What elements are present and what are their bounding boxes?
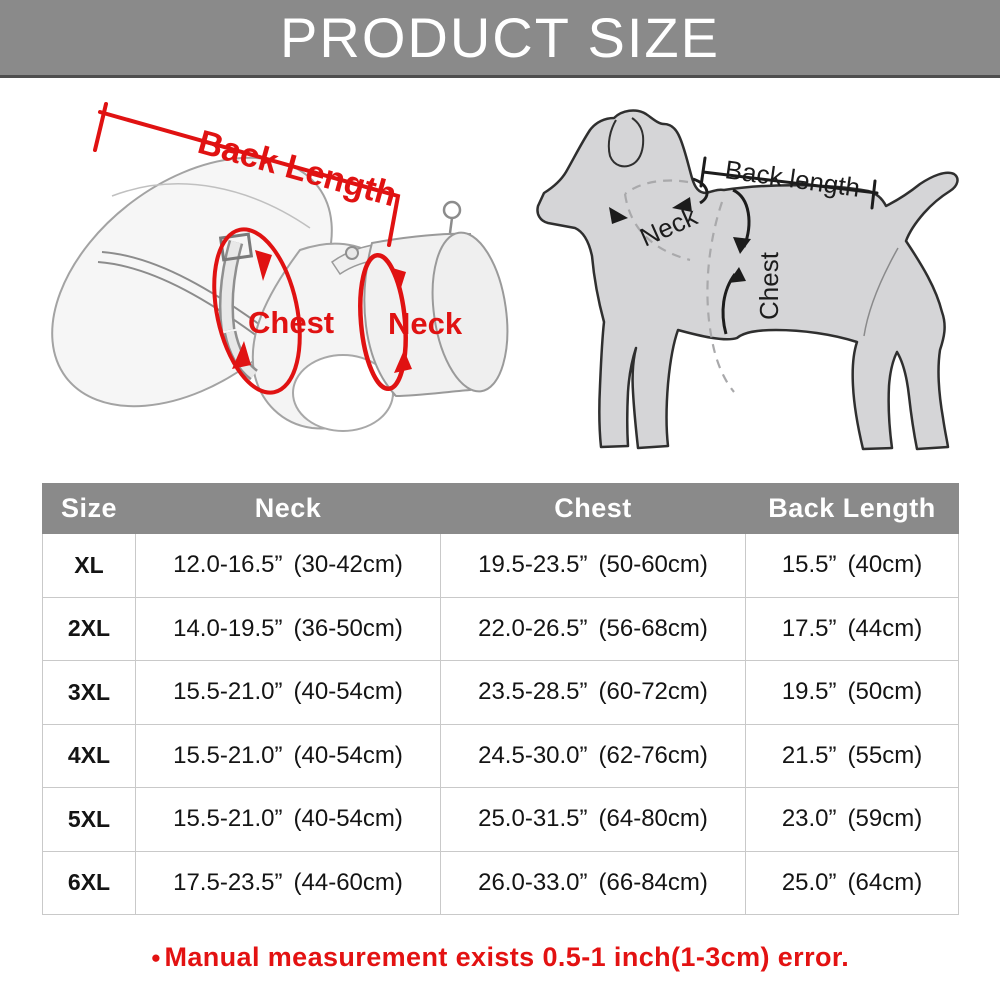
measurement-diagrams <box>0 0 1000 483</box>
chest-cell: 26.0-33.0” (66-84cm) <box>441 851 746 915</box>
back-length-cell: 21.5” (55cm) <box>746 724 959 788</box>
neck-cell: 15.5-21.0” (40-54cm) <box>136 724 441 788</box>
size-cell: 5XL <box>43 788 136 852</box>
col-header-chest: Chest <box>441 484 746 534</box>
back-length-cell: 25.0” (64cm) <box>746 851 959 915</box>
jacket-neck-label: Neck <box>388 306 463 341</box>
chest-cell: 24.5-30.0” (62-76cm) <box>441 724 746 788</box>
page-title: PRODUCT SIZE <box>280 5 720 69</box>
neck-cell: 17.5-23.5” (44-60cm) <box>136 851 441 915</box>
bullet-icon: ● <box>150 948 162 967</box>
measurement-error-note <box>0 942 1000 973</box>
size-table-header-row <box>43 484 959 534</box>
size-cell: 4XL <box>43 724 136 788</box>
jacket-back-length-label: Back Length <box>193 123 401 215</box>
chest-cell: 19.5-23.5” (50-60cm) <box>441 534 746 598</box>
jacket-chest-label: Chest <box>248 305 335 340</box>
dog-chest-label: Chest <box>754 252 784 320</box>
back-length-cell: 23.0” (59cm) <box>746 788 959 852</box>
back-length-cell: 17.5” (44cm) <box>746 597 959 661</box>
dog-illustration <box>537 111 957 449</box>
table-row <box>43 724 959 788</box>
dog-back-length-label: Back length <box>723 154 862 203</box>
size-cell: 3XL <box>43 661 136 725</box>
note-text: Manual measurement exists 0.5-1 inch(1-3cm) error. <box>164 942 850 972</box>
neck-cell: 12.0-16.5” (30-42cm) <box>136 534 441 598</box>
chest-cell: 23.5-28.5” (60-72cm) <box>441 661 746 725</box>
neck-cell: 14.0-19.5” (36-50cm) <box>136 597 441 661</box>
chest-cell: 25.0-31.5” (64-80cm) <box>441 788 746 852</box>
table-row <box>43 788 959 852</box>
col-header-size: Size <box>43 484 136 534</box>
table-row <box>43 597 959 661</box>
size-table <box>42 483 959 915</box>
back-length-cell: 15.5” (40cm) <box>746 534 959 598</box>
dog-neck-label: Neck <box>635 200 702 253</box>
neck-cell: 15.5-21.0” (40-54cm) <box>136 788 441 852</box>
chest-cell: 22.0-26.5” (56-68cm) <box>441 597 746 661</box>
jacket-hanger-loop <box>444 202 460 218</box>
col-header-back-length: Back Length <box>746 484 959 534</box>
size-cell: 2XL <box>43 597 136 661</box>
table-row <box>43 534 959 598</box>
table-row <box>43 661 959 725</box>
jacket-illustration <box>6 104 517 457</box>
back-length-cell: 19.5” (50cm) <box>746 661 959 725</box>
size-cell: XL <box>43 534 136 598</box>
size-cell: 6XL <box>43 851 136 915</box>
col-header-neck: Neck <box>136 484 441 534</box>
neck-cell: 15.5-21.0” (40-54cm) <box>136 661 441 725</box>
table-row <box>43 851 959 915</box>
